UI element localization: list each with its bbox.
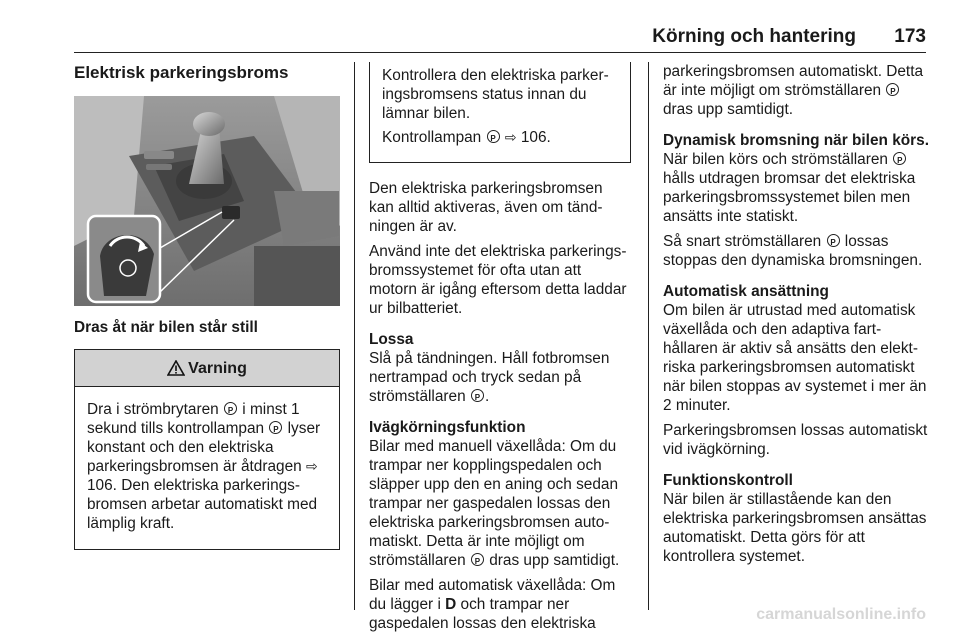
warning-triangle-icon — [167, 360, 185, 376]
column-3 — [663, 62, 929, 572]
page-number: 173 — [894, 26, 926, 47]
subheading-automatisk: Automatisk ansättning — [663, 283, 829, 300]
paragraph: Parkeringsbromsen lossas automatiskt vid ivägkörning. — [663, 422, 928, 458]
photo-caption: Dras åt när bilen står still — [74, 319, 258, 336]
note-text — [382, 128, 618, 147]
parking-brake-icon — [886, 83, 899, 96]
text-part: dras upp samtidigt. — [663, 101, 794, 118]
warning-text-part: i minst 1 sekund tills kontrollampan — [87, 401, 300, 437]
chapter-title: Körning och hantering — [652, 26, 856, 47]
paragraph — [663, 62, 929, 119]
paragraph — [369, 576, 631, 633]
note-text: Kontrollera den elektriska parkeringsbromsens status innan du lämnar bilen. — [382, 67, 609, 122]
note-text-part: Kontrollampan — [382, 129, 486, 146]
parking-brake-icon — [224, 402, 237, 415]
warning-text — [75, 387, 339, 549]
text-part: parkeringsbromsen automatiskt. Detta är inte möjligt om strömställaren — [663, 63, 924, 99]
warning-title: Varning — [188, 359, 247, 377]
warning-text-part: Dra i strömbrytaren — [87, 401, 223, 418]
text-part: . — [484, 388, 490, 405]
warning-text-part: lyser konstant och den elektriska parkeringsbromsen är åtdragen — [87, 420, 321, 475]
text-part: lossas stoppas den dynamiska bromsningen. — [663, 233, 923, 269]
text-part: Slå på tändningen. Håll fotbromsen nertrampad och tryck sedan på strömställaren — [369, 350, 610, 405]
column-1 — [74, 62, 340, 550]
page-reference-icon: ⇨ — [306, 458, 318, 474]
column-2 — [369, 62, 631, 639]
parking-brake-icon — [471, 553, 484, 566]
subheading-lossa: Lossa — [369, 331, 414, 348]
column-divider — [648, 62, 649, 610]
parking-brake-icon — [487, 130, 500, 143]
warning-text-part: 106. Den elektriska parkeringsbromsen arbetar automatiskt med lämplig kraft. — [87, 477, 318, 532]
parking-brake-icon — [827, 234, 840, 247]
text-part: När bilen körs och strömställaren — [663, 151, 893, 168]
subheading-funktionskontroll: Funktionskontroll — [663, 472, 793, 489]
paragraph — [663, 150, 929, 226]
subheading-dynamisk: Dynamisk bromsning när bilen körs. — [663, 132, 929, 149]
text-part: hålls utdragen bromsar det elektriska parkeringsbromssystemet bilen men ansätts inte statiskt. — [663, 170, 916, 225]
paragraph: Den elektriska parkeringsbromsen kan alltid aktiveras, även om tändningen är av. — [369, 180, 603, 235]
paragraph: Om bilen är utrustad med automatisk växellåda och den adaptiva farthållaren är aktiv så ansätts den elektriska parkeringsbromsen automatiskt när bilen stoppas av systemet i mer än 2 minuter. — [663, 302, 927, 414]
note-box — [369, 62, 631, 163]
watermark: carmanualsonline.info — [756, 606, 926, 623]
note-text-part: 106. — [516, 129, 551, 146]
text-part: Bilar med manuell växellåda: Om du trampar ner kopplingspedalen och släpper upp den en aning och sedan trampar ner gaspedalen lossas den elektriska parkeringsbromsen automatiskt. Detta är inte möjligt om strömställaren — [369, 438, 619, 569]
parking-brake-icon — [471, 389, 484, 402]
subheading-ivagkorning: Ivägkörningsfunktion — [369, 419, 526, 436]
parking-brake-photo — [74, 96, 340, 306]
text-part: Så snart strömställaren — [663, 233, 826, 250]
text-part: Bilar med automatisk växellåda: Om du lägger i — [369, 577, 616, 613]
paragraph — [369, 349, 631, 406]
text-part: dras upp samtidigt. — [484, 552, 620, 569]
page-header — [74, 22, 926, 53]
section-title: Elektrisk parkeringsbroms — [74, 63, 289, 82]
paragraph: Använd inte det elektriska parkeringsbromssystemet för ofta utan att motorn är igång eftersom detta laddar ur bilbatteriet. — [369, 243, 627, 317]
warning-header — [75, 349, 339, 387]
paragraph — [663, 232, 929, 270]
paragraph: När bilen är stillastående kan den elektriska parkeringsbromsen ansättas automatiskt. Detta görs för att kontrollera systemet. — [663, 491, 927, 565]
paragraph — [369, 437, 631, 570]
parking-brake-icon — [893, 152, 906, 165]
parking-brake-icon — [269, 421, 282, 434]
page-reference-icon: ⇨ — [504, 129, 517, 145]
column-divider — [354, 62, 355, 610]
gear-label: D — [445, 596, 457, 613]
text-part: och trampar ner gaspedalen lossas den elektriska — [369, 596, 596, 632]
warning-box — [74, 349, 340, 550]
